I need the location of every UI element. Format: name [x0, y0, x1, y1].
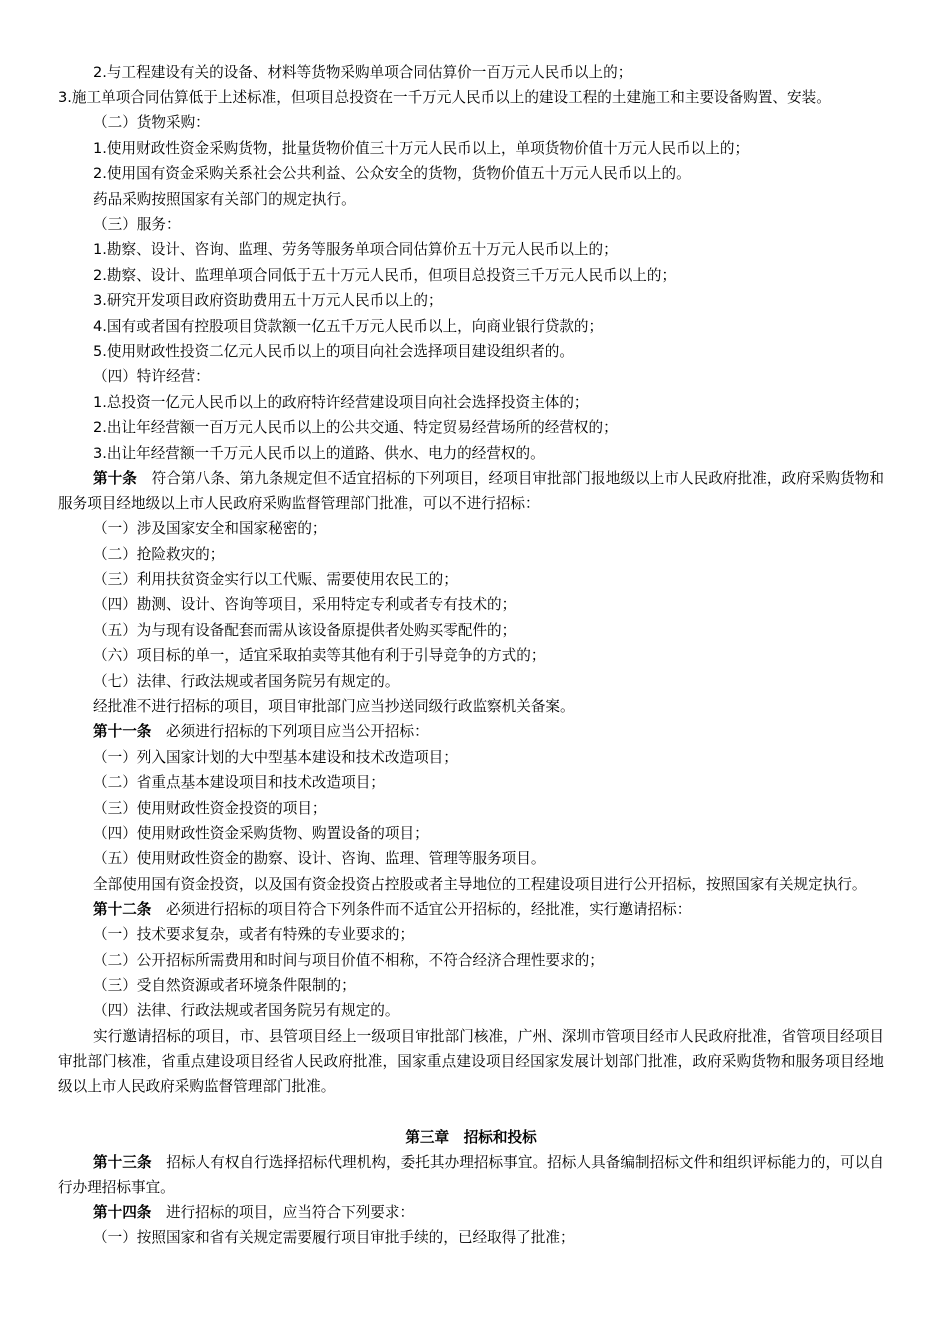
article-title: 第十一条	[93, 723, 152, 741]
article-12	[58, 897, 884, 922]
paragraph: 2.出让年经营额一百万元人民币以上的公共交通、特定贸易经营场所的经营权的；	[93, 419, 618, 437]
article-text: 必须进行招标的项目符合下列条件而不适宜公开招标的，经批准，实行邀请招标：	[151, 900, 692, 918]
article-text: 进行招标的项目，应当符合下列要求：	[151, 1203, 415, 1221]
article-text: 符合第八条、第九条规定但不适宜招标的下列项目，经项目审批部门报地级以上市人民政府批准，政府采购货物和服务项目经地级以上市人民政府采购监督管理部门批准，可以不进行招标：	[58, 470, 884, 513]
spacer	[58, 1099, 884, 1125]
paragraph: 1.总投资一亿元人民币以上的政府特许经营建设项目向社会选择投资主体的；	[93, 393, 589, 411]
list-item: （二）抢险救灾的；	[93, 545, 225, 563]
list-item: （四）勘测、设计、咨询等项目，采用特定专利或者专有技术的；	[93, 596, 517, 614]
article-13	[58, 1150, 884, 1200]
paragraph: （四）特许经营：	[93, 368, 210, 386]
article-text: 必须进行招标的下列项目应当公开招标：	[151, 723, 429, 741]
list-item: （一）涉及国家安全和国家秘密的；	[93, 520, 327, 538]
list-item: （一）列入国家计划的大中型基本建设和技术改造项目；	[93, 748, 458, 766]
article-title: 第十二条	[93, 900, 152, 918]
list-item: （四）法律、行政法规或者国务院另有规定的。	[93, 1002, 400, 1020]
paragraph: （二）货物采购：	[93, 114, 210, 132]
paragraph: 1.使用财政性资金采购货物，批量货物价值三十万元人民币以上，单项货物价值十万元人民币以上的；	[93, 139, 750, 157]
document-page	[58, 60, 884, 1251]
chapter-heading: 第三章 招标和投标	[405, 1128, 537, 1146]
list-item: （五）为与现有设备配套而需从该设备原提供者处购买零配件的；	[93, 621, 517, 639]
paragraph: 全部使用国有资金投资，以及国有资金投资占控股或者主导地位的工程建设项目进行公开招标，按照国家有关规定执行。	[93, 875, 867, 893]
paragraph: 药品采购按照国家有关部门的规定执行。	[93, 190, 356, 208]
list-item: （二）省重点基本建设项目和技术改造项目；	[93, 774, 385, 792]
paragraph: 3.研究开发项目政府资助费用五十万元人民币以上的；	[93, 292, 443, 310]
paragraph: 2.与工程建设有关的设备、材料等货物采购单项合同估算价一百万元人民币以上的；	[93, 64, 633, 81]
list-item: （三）使用财政性资金投资的项目；	[93, 799, 327, 817]
article-14	[58, 1200, 884, 1225]
list-item: （七）法律、行政法规或者国务院另有规定的。	[93, 672, 400, 690]
paragraph: 经批准不进行招标的项目，项目审批部门应当抄送同级行政监察机关备案。	[93, 697, 575, 715]
list-item: （二）公开招标所需费用和时间与项目价值不相称，不符合经济合理性要求的；	[93, 951, 604, 969]
paragraph: 4.国有或者国有控股项目贷款额一亿五千万元人民币以上，向商业银行贷款的；	[93, 317, 604, 335]
article-11	[58, 719, 884, 744]
paragraph: （三）服务：	[93, 216, 181, 234]
paragraph: 1.勘察、设计、咨询、监理、劳务等服务单项合同估算价五十万元人民币以上的；	[93, 241, 618, 259]
paragraph: 3.施工单项合同估算低于上述标准，但项目总投资在一千万元人民币以上的建设工程的土建施工和主要设备购置、安装。	[58, 89, 831, 107]
list-item: （六）项目标的单一，适宜采取拍卖等其他有利于引导竞争的方式的；	[93, 647, 546, 665]
article-title: 第十三条	[93, 1153, 152, 1171]
list-item: （五）使用财政性资金的勘察、设计、咨询、监理、管理等服务项目。	[93, 850, 546, 868]
article-title: 第十四条	[93, 1203, 152, 1221]
paragraph: 3.出让年经营额一千万元人民币以上的道路、供水、电力的经营权的。	[93, 444, 545, 462]
paragraph: 2.使用国有资金采购关系社会公共利益、公众安全的货物，货物价值五十万元人民币以上的。	[93, 165, 691, 183]
article-text: 招标人有权自行选择招标代理机构，委托其办理招标事宜。招标人具备编制招标文件和组织评标能力的，可以自行办理招标事宜。	[58, 1153, 884, 1196]
list-item: （一）按照国家和省有关规定需要履行项目审批手续的，已经取得了批准；	[93, 1229, 575, 1247]
paragraph: 2.勘察、设计、监理单项合同低于五十万元人民币，但项目总投资三千万元人民币以上的；	[93, 266, 677, 284]
list-item: （三）利用扶贫资金实行以工代赈、需要使用农民工的；	[93, 570, 458, 588]
list-item: （四）使用财政性资金采购货物、购置设备的项目；	[93, 824, 429, 842]
article-title: 第十条	[93, 470, 137, 488]
article-10	[58, 466, 884, 516]
paragraph: 实行邀请招标的项目，市、县管项目经上一级项目审批部门核准，广州、深圳市管项目经市人民政府批准，省管项目经项目审批部门核准，省重点建设项目经省人民政府批准，国家重点建设项目经国家发展计划部门批准，政府采购货物和服务项目经地级以上市人民政府采购监督管理部门批准。	[58, 1027, 884, 1095]
list-item: （一）技术要求复杂，或者有特殊的专业要求的；	[93, 926, 415, 944]
list-item: （三）受自然资源或者环境条件限制的；	[93, 977, 356, 994]
paragraph: 5.使用财政性投资二亿元人民币以上的项目向社会选择项目建设组织者的。	[93, 343, 574, 361]
